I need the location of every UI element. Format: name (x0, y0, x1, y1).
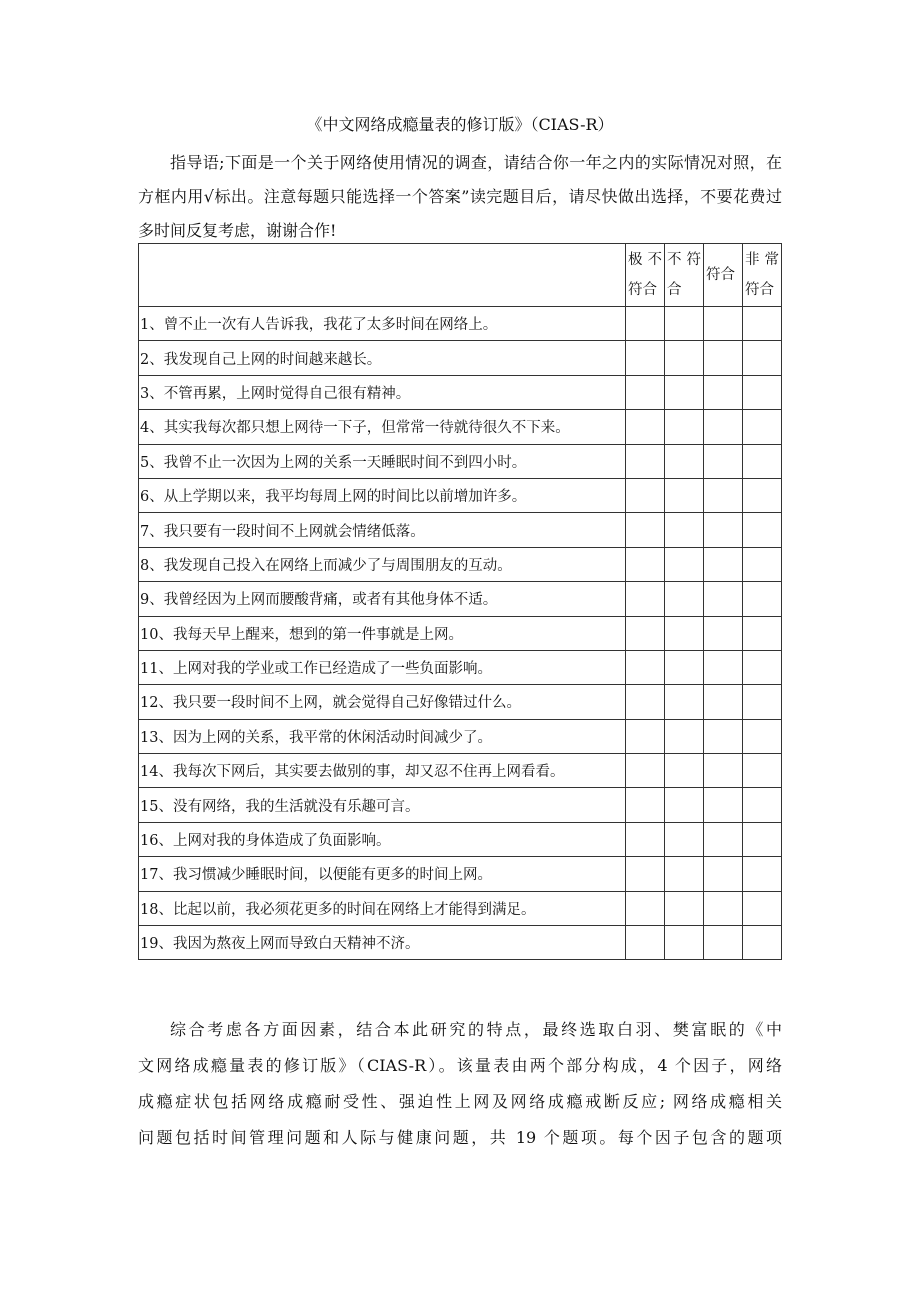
answer-box-strongly-disagree[interactable] (626, 307, 665, 341)
table-row (139, 788, 782, 822)
answer-box-strongly-disagree[interactable] (626, 754, 665, 788)
header-text: 符合 (628, 282, 657, 298)
question-text: 8、我发现自己投入在网络上而减少了与周围朋友的互动。 (139, 547, 626, 581)
answer-box-strongly-agree[interactable] (743, 307, 782, 341)
answer-box-disagree[interactable] (665, 513, 704, 547)
answer-box-agree[interactable] (704, 444, 743, 478)
instructions-paragraph (138, 146, 782, 248)
answer-box-disagree[interactable] (665, 375, 704, 409)
table-row (139, 582, 782, 616)
answer-box-agree[interactable] (704, 375, 743, 409)
answer-box-disagree[interactable] (665, 650, 704, 684)
answer-box-strongly-agree[interactable] (743, 822, 782, 856)
table-row (139, 650, 782, 684)
answer-box-disagree[interactable] (665, 582, 704, 616)
answer-box-strongly-agree[interactable] (743, 926, 782, 960)
header-text: 符合 (706, 267, 735, 283)
answer-box-strongly-agree[interactable] (743, 857, 782, 891)
answer-box-strongly-agree[interactable] (743, 478, 782, 512)
answer-box-disagree[interactable] (665, 685, 704, 719)
table-row (139, 616, 782, 650)
answer-box-disagree[interactable] (665, 926, 704, 960)
answer-box-agree[interactable] (704, 341, 743, 375)
question-text: 15、没有网络，我的生活就没有乐趣可言。 (139, 788, 626, 822)
body-line: 问题包括时间管理问题和人际与健康问题，共 19 个题项。每个因子包含的题项 (138, 1128, 782, 1147)
question-text: 2、我发现自己上网的时间越来越长。 (139, 341, 626, 375)
answer-box-strongly-disagree[interactable] (626, 375, 665, 409)
question-text: 6、从上学期以来，我平均每周上网的时间比以前增加许多。 (139, 478, 626, 512)
answer-box-disagree[interactable] (665, 341, 704, 375)
answer-box-strongly-disagree[interactable] (626, 410, 665, 444)
answer-box-agree[interactable] (704, 513, 743, 547)
answer-box-agree[interactable] (704, 478, 743, 512)
instructions-line: 方框内用√标出。注意每题只能选择一个答案”读完题目后，请尽快做出选择，不要花费过 (138, 187, 782, 206)
table-row (139, 513, 782, 547)
answer-box-strongly-disagree[interactable] (626, 650, 665, 684)
answer-box-disagree[interactable] (665, 410, 704, 444)
answer-box-strongly-disagree[interactable] (626, 857, 665, 891)
answer-box-disagree[interactable] (665, 754, 704, 788)
body-paragraph (138, 1012, 782, 1156)
body-line: 文网络成瘾量表的修订版》（CIAS-R）。该量表由两个部分构成，4 个因子，网络 (138, 1056, 782, 1075)
table-row (139, 410, 782, 444)
answer-box-strongly-disagree[interactable] (626, 616, 665, 650)
question-text: 3、不管再累，上网时觉得自己很有精神。 (139, 375, 626, 409)
answer-box-strongly-agree[interactable] (743, 513, 782, 547)
question-text: 18、比起以前，我必须花更多的时间在网络上才能得到满足。 (139, 891, 626, 925)
answer-box-strongly-disagree[interactable] (626, 719, 665, 753)
answer-box-agree[interactable] (704, 891, 743, 925)
answer-box-disagree[interactable] (665, 547, 704, 581)
answer-box-strongly-disagree[interactable] (626, 582, 665, 616)
table-row (139, 926, 782, 960)
answer-box-disagree[interactable] (665, 478, 704, 512)
answer-box-agree[interactable] (704, 410, 743, 444)
questionnaire-table (138, 243, 782, 960)
table-header-row (139, 244, 782, 307)
answer-box-strongly-agree[interactable] (743, 341, 782, 375)
table-row (139, 891, 782, 925)
answer-box-agree[interactable] (704, 719, 743, 753)
answer-box-strongly-agree[interactable] (743, 547, 782, 581)
answer-box-disagree[interactable] (665, 444, 704, 478)
header-text: 不 符 (667, 252, 701, 268)
header-agree (704, 244, 743, 307)
answer-box-agree[interactable] (704, 616, 743, 650)
question-text: 17、我习惯减少睡眠时间，以便能有更多的时间上网。 (139, 857, 626, 891)
answer-box-strongly-agree[interactable] (743, 685, 782, 719)
body-line: 成瘾症状包括网络成瘾耐受性、强迫性上网及网络成瘾戒断反应; 网络成瘾相关 (138, 1092, 782, 1111)
answer-box-agree[interactable] (704, 650, 743, 684)
answer-box-agree[interactable] (704, 822, 743, 856)
table-row (139, 444, 782, 478)
answer-box-strongly-agree[interactable] (743, 788, 782, 822)
answer-box-strongly-disagree[interactable] (626, 891, 665, 925)
answer-box-strongly-disagree[interactable] (626, 926, 665, 960)
question-text: 12、我只要一段时间不上网，就会觉得自己好像错过什么。 (139, 685, 626, 719)
question-text: 19、我因为熬夜上网而导致白天精神不济。 (139, 926, 626, 960)
body-line: 综合考虑各方面因素，结合本此研究的特点，最终选取白羽、樊富眠的《中 (170, 1020, 782, 1039)
answer-box-disagree[interactable] (665, 616, 704, 650)
answer-box-strongly-agree[interactable] (743, 444, 782, 478)
answer-box-strongly-disagree[interactable] (626, 444, 665, 478)
header-strongly-disagree (626, 244, 665, 307)
answer-box-strongly-disagree[interactable] (626, 788, 665, 822)
answer-box-disagree[interactable] (665, 891, 704, 925)
answer-box-disagree[interactable] (665, 857, 704, 891)
table-row (139, 547, 782, 581)
instructions-line: 多时间反复考虑，谢谢合作! (138, 221, 337, 240)
answer-box-agree[interactable] (704, 307, 743, 341)
header-text: 极 不 (628, 252, 662, 268)
instructions-line: 指导语;下面是一个关于网络使用情况的调查，请结合你一年之内的实际情况对照，在 (170, 153, 782, 172)
answer-box-strongly-agree[interactable] (743, 616, 782, 650)
question-text: 7、我只要有一段时间不上网就会情绪低落。 (139, 513, 626, 547)
answer-box-disagree[interactable] (665, 307, 704, 341)
answer-box-agree[interactable] (704, 685, 743, 719)
header-disagree (665, 244, 704, 307)
header-blank-cell (139, 244, 626, 307)
table-row (139, 857, 782, 891)
answer-box-strongly-disagree[interactable] (626, 513, 665, 547)
question-text: 4、其实我每次都只想上网待一下子，但常常一待就待很久不下来。 (139, 410, 626, 444)
answer-box-strongly-agree[interactable] (743, 650, 782, 684)
answer-box-disagree[interactable] (665, 822, 704, 856)
question-text: 14、我每次下网后，其实要去做别的事，却又忍不住再上网看看。 (139, 754, 626, 788)
question-text: 5、我曾不止一次因为上网的关系一天睡眠时间不到四小时。 (139, 444, 626, 478)
table-row (139, 375, 782, 409)
answer-box-strongly-agree[interactable] (743, 891, 782, 925)
answer-box-strongly-agree[interactable] (743, 582, 782, 616)
question-text: 16、上网对我的身体造成了负面影响。 (139, 822, 626, 856)
answer-box-strongly-disagree[interactable] (626, 341, 665, 375)
question-text: 1、曾不止一次有人告诉我，我花了太多时间在网络上。 (139, 307, 626, 341)
answer-box-strongly-disagree[interactable] (626, 822, 665, 856)
table-row (139, 822, 782, 856)
table-row (139, 685, 782, 719)
answer-box-agree[interactable] (704, 857, 743, 891)
question-text: 10、我每天早上醒来，想到的第一件事就是上网。 (139, 616, 626, 650)
question-text: 9、我曾经因为上网而腰酸背痛，或者有其他身体不适。 (139, 582, 626, 616)
answer-box-agree[interactable] (704, 926, 743, 960)
document-title: 《中文网络成瘾量表的修订版》（CIAS-R） (306, 115, 614, 134)
header-strongly-agree (743, 244, 782, 307)
table-row (139, 719, 782, 753)
question-text: 11、上网对我的学业或工作已经造成了一些负面影响。 (139, 650, 626, 684)
table-row (139, 754, 782, 788)
question-text: 13、因为上网的关系，我平常的休闲活动时间减少了。 (139, 719, 626, 753)
table-row (139, 341, 782, 375)
answer-box-strongly-disagree[interactable] (626, 685, 665, 719)
answer-box-strongly-disagree[interactable] (626, 547, 665, 581)
answer-box-agree[interactable] (704, 754, 743, 788)
answer-box-agree[interactable] (704, 788, 743, 822)
header-text: 合 (667, 282, 682, 298)
header-text: 符合 (745, 282, 774, 298)
header-text: 非 常 (745, 252, 779, 268)
answer-box-strongly-agree[interactable] (743, 410, 782, 444)
answer-box-strongly-agree[interactable] (743, 754, 782, 788)
answer-box-strongly-agree[interactable] (743, 375, 782, 409)
answer-box-agree[interactable] (704, 582, 743, 616)
answer-box-agree[interactable] (704, 547, 743, 581)
answer-box-strongly-disagree[interactable] (626, 478, 665, 512)
answer-box-disagree[interactable] (665, 719, 704, 753)
answer-box-strongly-agree[interactable] (743, 719, 782, 753)
answer-box-disagree[interactable] (665, 788, 704, 822)
table-row (139, 307, 782, 341)
table-row (139, 478, 782, 512)
